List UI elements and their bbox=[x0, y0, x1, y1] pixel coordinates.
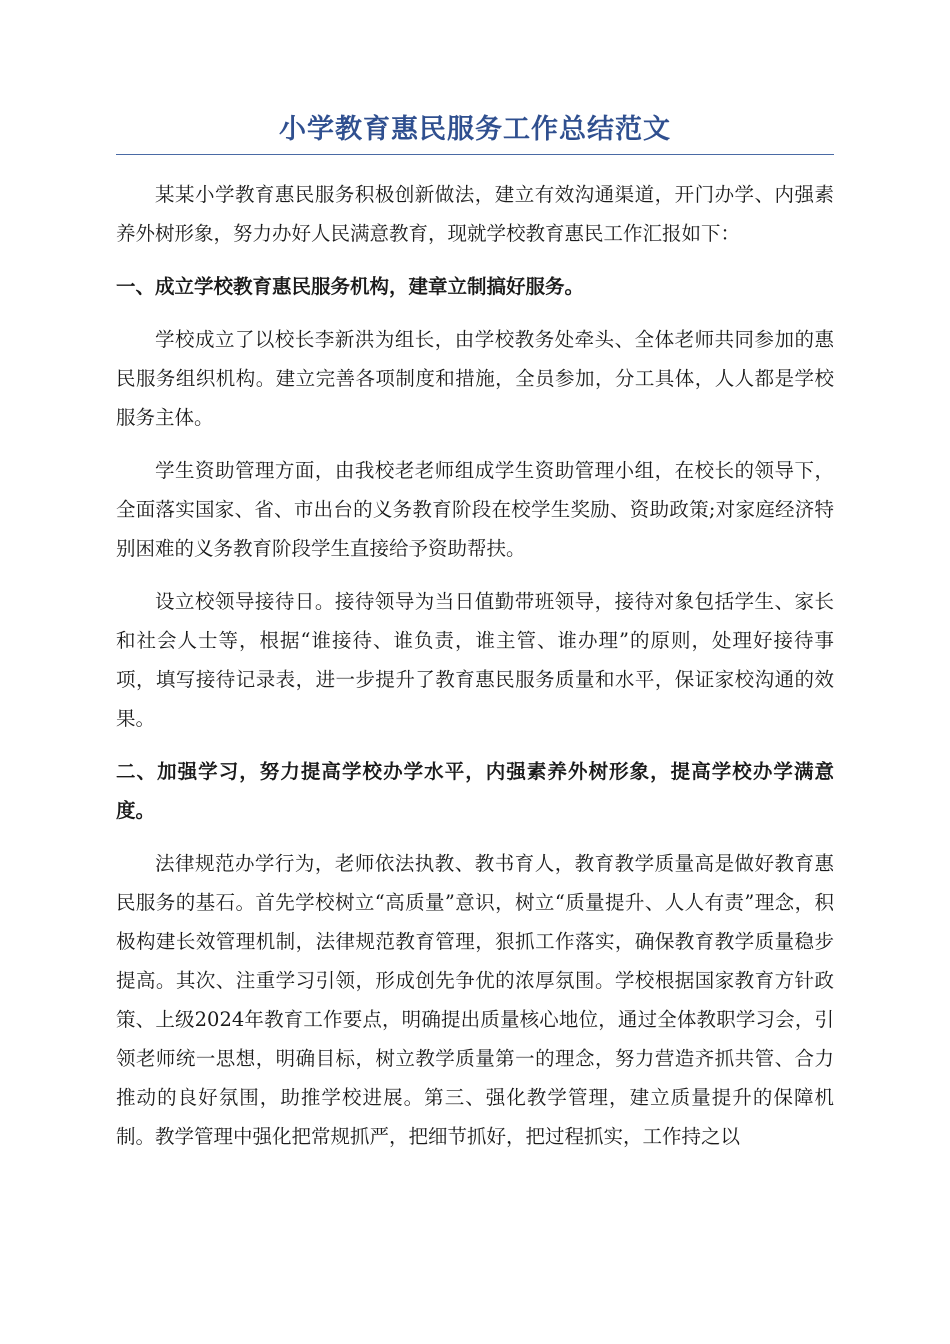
section-2-paragraph-1: 法律规范办学行为，老师依法执教、教书育人，教育教学质量高是做好教育惠民服务的基石。首先学校树立“高质量”意识，树立“质量提升、人人有责”理念，积极构建长效管理机制，法律规范教育管理，狠抓工作落实，确保教育教学质量稳步提高。其次、注重学习引领，形成创先争优的浓厚氛围。学校根据国家教育方针政策、上级2024年教育工作要点，明确提出质量核心地位，通过全体教职学习会，引领老师统一思想，明确目标，树立教学质量第一的理念，努力营造齐抓共管、合力推动的良好氛围，助推学校进展。第三、强化教学管理，建立质量提升的保障机制。教学管理中强化把常规抓严，把细节抓好，把过程抓实，工作持之以 bbox=[116, 852, 834, 1148]
document-page bbox=[116, 108, 834, 1156]
section-1-paragraph-2: 学生资助管理方面，由我校老老师组成学生资助管理小组，在校长的领导下，全面落实国家、省、市出台的义务教育阶段在校学生奖励、资助政策;对家庭经济特别困难的义务教育阶段学生直接给予资助帮扶。 bbox=[116, 459, 834, 560]
intro-paragraph: 某某小学教育惠民服务积极创新做法，建立有效沟通渠道，开门办学、内强素养外树形象，努力办好人民满意教育，现就学校教育惠民工作汇报如下： bbox=[116, 183, 834, 245]
section-1-heading: 一、成立学校教育惠民服务机构，建章立制搞好服务。 bbox=[116, 275, 585, 298]
section-2-heading: 二、加强学习，努力提高学校办学水平，内强素养外树形象，提高学校办学满意度。 bbox=[116, 760, 834, 822]
document-title: 小学教育惠民服务工作总结范文 bbox=[116, 108, 834, 155]
section-1-paragraph-1: 学校成立了以校长李新洪为组长，由学校教务处牵头、全体老师共同参加的惠民服务组织机构。建立完善各项制度和措施，全员参加，分工具体，人人都是学校服务主体。 bbox=[116, 328, 834, 429]
section-1-paragraph-3: 设立校领导接待日。接待领导为当日值勤带班领导，接待对象包括学生、家长和社会人士等，根据“谁接待、谁负责，谁主管、谁办理”的原则，处理好接待事项，填写接待记录表，进一步提升了教育惠民服务质量和水平，保证家校沟通的效果。 bbox=[116, 590, 834, 730]
